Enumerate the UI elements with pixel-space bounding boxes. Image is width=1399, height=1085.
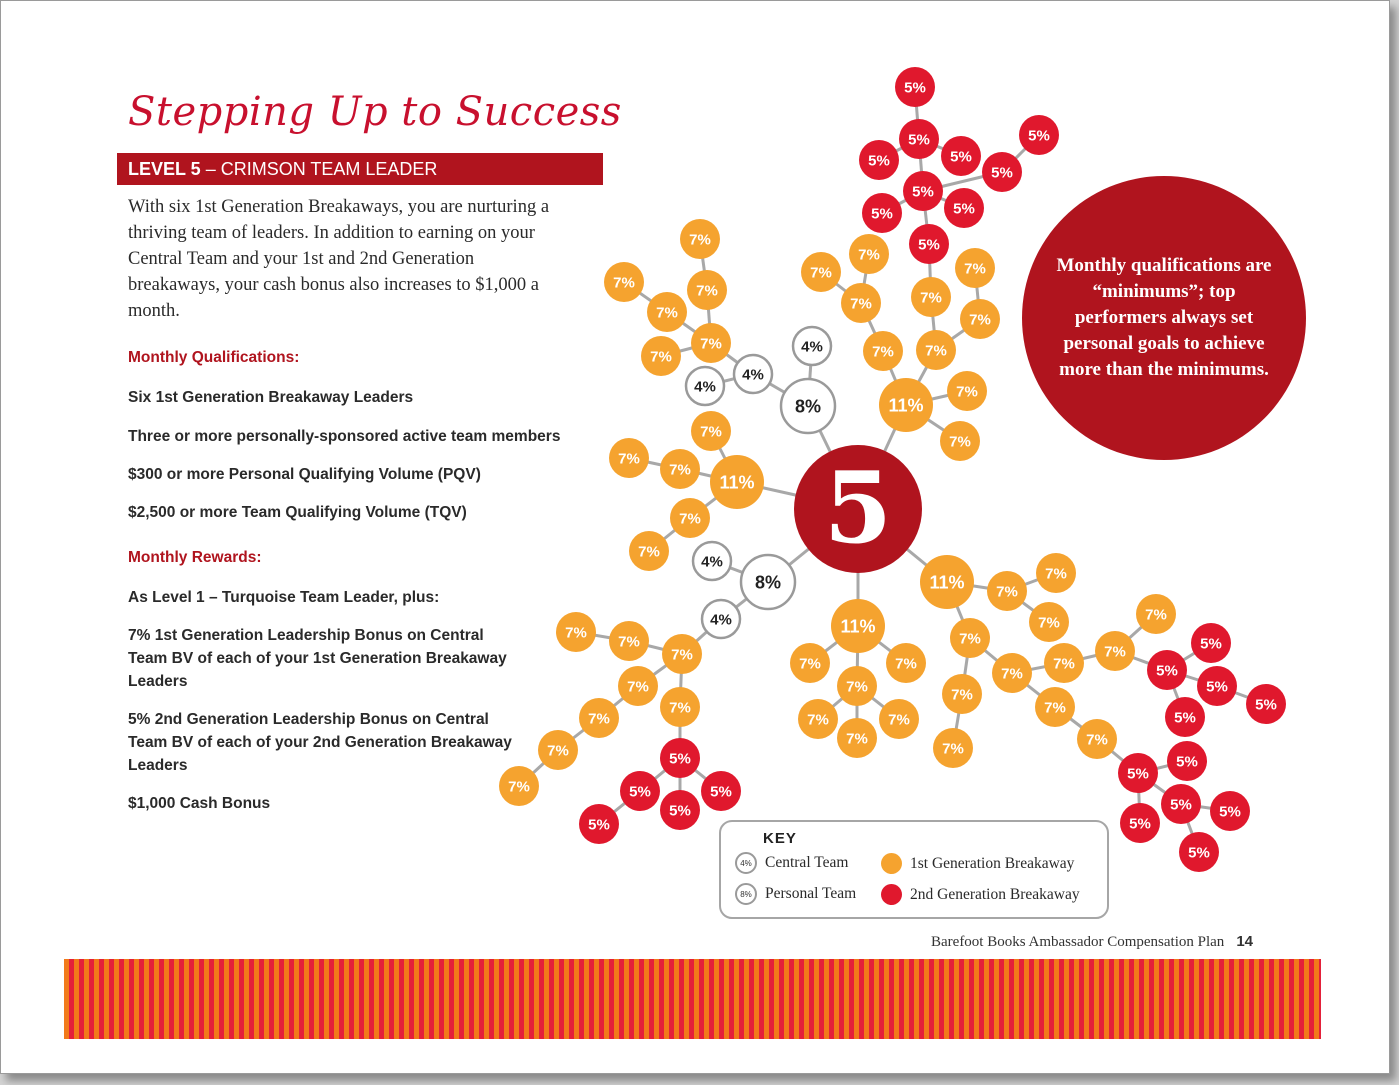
first-generation-node-label: 7% (996, 583, 1018, 601)
first-generation-node-label: 7% (679, 510, 701, 528)
first-generation-node (1095, 631, 1135, 671)
first-generation-node-label: 7% (1045, 565, 1067, 583)
second-generation-node (1191, 623, 1231, 663)
first-generation-node-label: 7% (547, 742, 569, 760)
first-generation-node-label: 7% (1001, 665, 1023, 683)
second-generation-node-label: 5% (1174, 709, 1196, 727)
first-generation-node (662, 634, 702, 674)
key-label: 2nd Generation Breakaway (910, 885, 1080, 903)
breakaway-leader-node (710, 455, 764, 509)
first-generation-node-label: 7% (613, 274, 635, 292)
second-generation-node (895, 67, 935, 107)
second-generation-node (982, 152, 1022, 192)
orange-dot-icon (881, 853, 902, 874)
second-generation-node (1179, 832, 1219, 872)
second-generation-node (660, 738, 700, 778)
first-generation-node (960, 299, 1000, 339)
first-generation-node-label: 7% (925, 342, 947, 360)
central-team-node (734, 355, 772, 393)
first-generation-node (837, 666, 877, 706)
first-generation-node (609, 621, 649, 661)
second-generation-node-label: 5% (1188, 844, 1210, 862)
first-generation-node (670, 498, 710, 538)
page-footer (931, 933, 1253, 951)
breakaway-leader-node (831, 599, 885, 653)
first-generation-node-label: 7% (656, 304, 678, 322)
first-generation-node-label: 7% (858, 246, 880, 264)
first-generation-node (863, 331, 903, 371)
second-generation-node-label: 5% (908, 131, 930, 149)
first-generation-node (916, 330, 956, 370)
first-generation-node-label: 7% (638, 543, 660, 561)
first-generation-node-label: 7% (949, 433, 971, 451)
first-generation-node-label: 7% (942, 740, 964, 758)
red-dot-icon (881, 884, 902, 905)
second-generation-node (859, 140, 899, 180)
second-generation-node (660, 790, 700, 830)
first-generation-node (798, 699, 838, 739)
callout-text: Monthly qualifications are “minimums”; top performers always set personal goals to achieve more than the minimums. (1056, 255, 1272, 380)
central-team-node (702, 600, 740, 638)
page-number: 14 (1236, 933, 1253, 950)
first-generation-node (609, 438, 649, 478)
reward-item: 5% 2nd Generation Leadership Bonus on Central Team BV of each of your 2nd Generation Breakaway Leaders (128, 711, 512, 774)
decorative-stripes (64, 959, 1321, 1039)
first-generation-node (879, 699, 919, 739)
central-team-symbol: 4% (735, 852, 757, 874)
level-separator: – (200, 159, 221, 179)
first-generation-node-label: 7% (956, 383, 978, 401)
first-generation-node-label: 7% (689, 231, 711, 249)
breakaway-leader-node (920, 555, 974, 609)
qualification-item: $2,500 or more Team Qualifying Volume (TQV) (128, 504, 467, 521)
central-team-node (686, 367, 724, 405)
second-generation-node-label: 5% (868, 152, 890, 170)
first-generation-node-label: 7% (618, 450, 640, 468)
first-generation-node-label: 7% (951, 686, 973, 704)
second-generation-node (1019, 115, 1059, 155)
breakaway-leader-node-label: 11% (888, 395, 924, 416)
first-generation-node-label: 7% (1145, 606, 1167, 624)
second-generation-node (1147, 650, 1187, 690)
second-generation-node (899, 119, 939, 159)
first-generation-node-label: 7% (810, 264, 832, 282)
key-label: 1st Generation Breakaway (910, 854, 1075, 872)
diagram-key (719, 820, 1109, 919)
first-generation-node-label: 7% (588, 710, 610, 728)
first-generation-node (647, 292, 687, 332)
key-label: Central Team (765, 854, 849, 871)
first-generation-node (790, 643, 830, 683)
second-generation-node-label: 5% (1219, 803, 1241, 821)
second-generation-node (1118, 753, 1158, 793)
key-first-generation (881, 853, 1074, 874)
first-generation-node-label: 7% (650, 348, 672, 366)
first-generation-node-label: 7% (959, 630, 981, 648)
second-generation-node (1167, 741, 1207, 781)
second-generation-node-label: 5% (669, 802, 691, 820)
first-generation-node-label: 7% (1086, 731, 1108, 749)
first-generation-node (942, 674, 982, 714)
first-generation-node (499, 766, 539, 806)
first-generation-node (947, 371, 987, 411)
first-generation-node-label: 7% (627, 678, 649, 696)
qualification-item: $300 or more Personal Qualifying Volume (PQV) (128, 466, 481, 483)
central-team-node-label: 4% (710, 611, 732, 629)
central-team-node-label: 4% (701, 553, 723, 571)
reward-item: As Level 1 – Turquoise Team Leader, plus: (128, 589, 440, 606)
callout-bubble (1022, 176, 1306, 460)
first-generation-node-label: 7% (850, 295, 872, 313)
second-generation-node-label: 5% (918, 236, 940, 254)
first-generation-node (538, 730, 578, 770)
key-personal-team (735, 883, 856, 905)
second-generation-node (1161, 784, 1201, 824)
key-label: Personal Team (765, 885, 857, 902)
first-generation-node (691, 323, 731, 363)
intro-paragraph: With six 1st Generation Breakaways, you are nurturing a thriving team of leaders. In addition to earning on your Central Team and your 1st and 2nd Generation breakaways, your cash bonus also increases to $1,000 a month. (128, 197, 550, 321)
first-generation-node (618, 666, 658, 706)
first-generation-node (1036, 553, 1076, 593)
first-generation-node-label: 7% (888, 711, 910, 729)
central-team-node-label: 4% (801, 338, 823, 356)
first-generation-node (1077, 719, 1117, 759)
first-generation-node-label: 7% (700, 335, 722, 353)
key-second-generation (881, 884, 1080, 905)
first-generation-node-label: 7% (799, 655, 821, 673)
second-generation-node-label: 5% (1176, 753, 1198, 771)
second-generation-node (620, 771, 660, 811)
first-generation-node (641, 336, 681, 376)
first-generation-node-label: 7% (565, 624, 587, 642)
second-generation-node-label: 5% (953, 200, 975, 218)
first-generation-node-label: 7% (508, 778, 530, 796)
first-generation-node-label: 7% (700, 423, 722, 441)
second-generation-node (1120, 803, 1160, 843)
second-generation-node-label: 5% (1206, 678, 1228, 696)
first-generation-node (629, 531, 669, 571)
first-generation-node-label: 7% (696, 282, 718, 300)
level-name: CRIMSON TEAM LEADER (220, 159, 438, 179)
first-generation-node-label: 7% (618, 633, 640, 651)
second-generation-node-label: 5% (871, 205, 893, 223)
first-generation-node (933, 728, 973, 768)
second-generation-node-label: 5% (1028, 127, 1050, 145)
second-generation-node (1246, 684, 1286, 724)
central-team-node (693, 542, 731, 580)
second-generation-node-label: 5% (669, 750, 691, 768)
page-title: Stepping Up to Success (128, 89, 622, 135)
second-generation-node-label: 5% (912, 183, 934, 201)
second-generation-node-label: 5% (1255, 696, 1277, 714)
first-generation-node (687, 270, 727, 310)
first-generation-node (604, 262, 644, 302)
second-generation-node-label: 5% (904, 79, 926, 97)
first-generation-node (940, 421, 980, 461)
reward-item: $1,000 Cash Bonus (128, 795, 271, 812)
first-generation-node (1029, 602, 1069, 642)
breakaway-leader-node-label: 11% (840, 616, 876, 637)
second-generation-node (944, 188, 984, 228)
first-generation-node-label: 7% (669, 699, 691, 717)
key-central-team (735, 852, 848, 874)
first-generation-node (950, 618, 990, 658)
first-generation-node (841, 283, 881, 323)
central-team-node-label: 4% (742, 366, 764, 384)
first-generation-node-label: 7% (846, 730, 868, 748)
second-generation-node (862, 193, 902, 233)
personal-team-node-label: 8% (794, 396, 822, 417)
first-generation-node (579, 698, 619, 738)
second-generation-node (579, 804, 619, 844)
first-generation-node-label: 7% (920, 289, 942, 307)
qualifications-heading: Monthly Qualifications: (128, 349, 300, 366)
second-generation-node-label: 5% (629, 783, 651, 801)
breakaway-leader-node (879, 378, 933, 432)
first-generation-node (1044, 643, 1084, 683)
first-generation-node-label: 7% (669, 461, 691, 479)
first-generation-node (955, 248, 995, 288)
rewards-heading: Monthly Rewards: (128, 549, 262, 566)
first-generation-node-label: 7% (1038, 614, 1060, 632)
personal-team-node-label: 8% (754, 572, 782, 593)
second-generation-node (1165, 697, 1205, 737)
first-generation-node (849, 234, 889, 274)
breakaway-leader-node-label: 11% (719, 472, 755, 493)
second-generation-node-label: 5% (1170, 796, 1192, 814)
second-generation-node (1197, 666, 1237, 706)
first-generation-node (680, 219, 720, 259)
second-generation-node-label: 5% (1200, 635, 1222, 653)
second-generation-node (909, 224, 949, 264)
first-generation-node (801, 252, 841, 292)
first-generation-node-label: 7% (1044, 699, 1066, 717)
first-generation-node (837, 718, 877, 758)
first-generation-node (691, 411, 731, 451)
second-generation-node-label: 5% (950, 148, 972, 166)
second-generation-node-label: 5% (1127, 765, 1149, 783)
footer-text: Barefoot Books Ambassador Compensation Plan (931, 934, 1225, 950)
second-generation-node-label: 5% (991, 164, 1013, 182)
team-structure-diagram (1, 1, 1389, 1073)
second-generation-node-label: 5% (1156, 662, 1178, 680)
first-generation-node-label: 7% (872, 343, 894, 361)
personal-team-node (781, 379, 835, 433)
personal-team-symbol: 8% (735, 883, 757, 905)
first-generation-node (1136, 594, 1176, 634)
first-generation-node-label: 7% (895, 655, 917, 673)
first-generation-node (886, 643, 926, 683)
reward-item: 7% 1st Generation Leadership Bonus on Central Team BV of each of your 1st Generation Breakaway Leaders (128, 627, 507, 690)
first-generation-node-label: 7% (1053, 655, 1075, 673)
second-generation-node (701, 771, 741, 811)
central-team-node-label: 4% (694, 378, 716, 396)
second-generation-node-label: 5% (710, 783, 732, 801)
level-center-node (794, 445, 922, 573)
second-generation-node (941, 136, 981, 176)
breakaway-leader-node-label: 11% (929, 572, 965, 593)
central-team-node (793, 327, 831, 365)
first-generation-node-label: 7% (846, 678, 868, 696)
first-generation-node (992, 653, 1032, 693)
first-generation-node (556, 612, 596, 652)
second-generation-node (903, 171, 943, 211)
second-generation-node-label: 5% (588, 816, 610, 834)
personal-team-node (741, 555, 795, 609)
level-number: LEVEL 5 (128, 159, 201, 179)
first-generation-node (987, 571, 1027, 611)
first-generation-node-label: 7% (671, 646, 693, 664)
first-generation-node (660, 449, 700, 489)
first-generation-node-label: 7% (964, 260, 986, 278)
first-generation-node (660, 687, 700, 727)
qualification-item: Three or more personally-sponsored active team members (128, 428, 561, 445)
center-label: 5 (823, 451, 893, 566)
key-title: KEY (763, 830, 797, 847)
first-generation-node-label: 7% (1104, 643, 1126, 661)
second-generation-node (1210, 791, 1250, 831)
qualification-item: Six 1st Generation Breakaway Leaders (128, 389, 414, 406)
first-generation-node (1035, 687, 1075, 727)
first-generation-node-label: 7% (969, 311, 991, 329)
first-generation-node-label: 7% (807, 711, 829, 729)
first-generation-node (911, 277, 951, 317)
second-generation-node-label: 5% (1129, 815, 1151, 833)
